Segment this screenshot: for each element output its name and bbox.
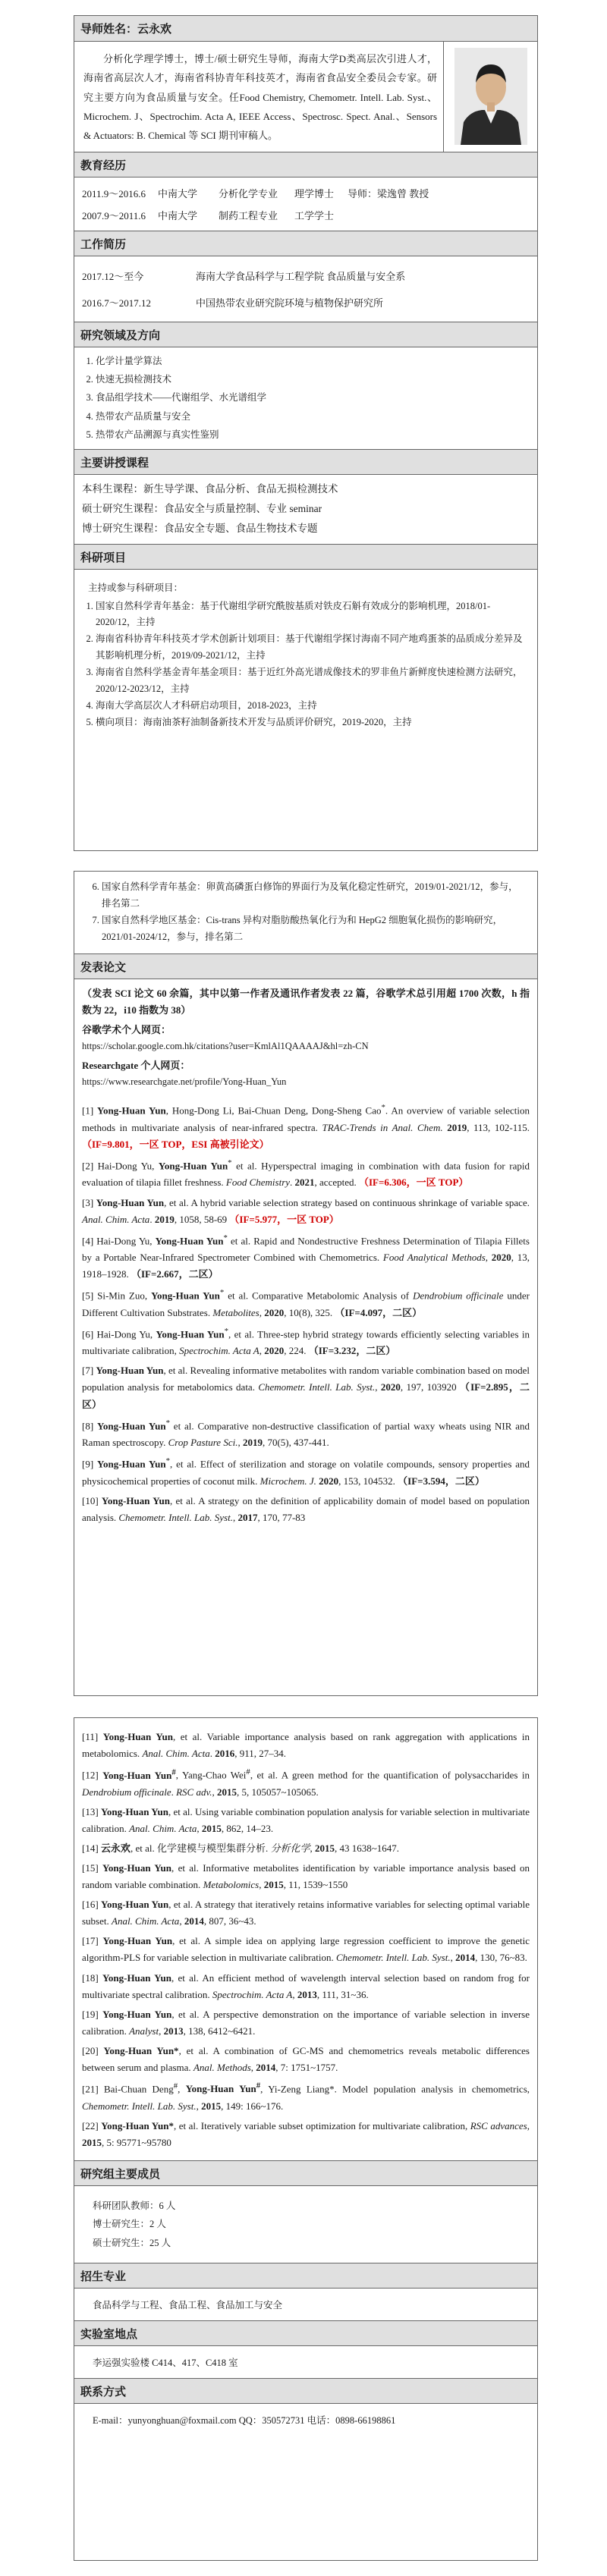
- publications-header: 发表论文: [74, 953, 537, 979]
- list-item: [17] Yong-Huan Yun, et al. A simple idea on applying large regression coefficient to improve the genetic algorithm-PLS for variable selection in multivariate calibration. Chemometr. Intell. Lab. Syst., 2014, 130, 76~83.: [82, 1935, 530, 1964]
- publications-body-cont: [74, 1718, 537, 2160]
- list-item: [19] Yong-Huan Yun, et al. A perspective demonstration on the importance of variable selection in inverse calibration. Analyst, 2013, 138, 6412~6421.: [82, 2008, 530, 2037]
- lab-header: 实验室地点: [74, 2320, 537, 2346]
- portrait-icon: [454, 48, 527, 145]
- list-item: [2] Hai-Dong Yu, Yong-Huan Yun* et al. Hyperspectral imaging in combination with data fusion for rapid evaluation of tilapia fillet freshness. Food Chemistry. 2021, accepted. （IF=6.306，一区 TOP）: [82, 1158, 530, 1189]
- profile-card-part2: [74, 871, 538, 1696]
- researchgate-link[interactable]: https://www.researchgate.net/profile/Yong-Huan_Yun: [82, 1076, 287, 1088]
- list-item: [12] Yong-Huan Yun#, Yang-Chao Wei#, et al. A green method for the quantification of polysaccharides in Dendrobium officinale. RSC adv., 2015, 5, 105057~105065.: [82, 1767, 530, 1798]
- list-item: 5. 热带农产品溯源与真实性鉴别: [96, 426, 537, 444]
- list-item: [16] Yong-Huan Yun, et al. A strategy that iteratively retains informative variables for selecting optimal variable subset. Anal. Chim. Acta, 2014, 807, 36~43.: [82, 1899, 530, 1927]
- projects-intro: 主持或参与科研项目：: [88, 582, 184, 593]
- list-item: 3. 海南省自然科学基金青年基金项目：基于近红外高光谱成像技术的罗非鱼片新鲜度快速检测方法研究，2020/12-2023/12，主持: [96, 664, 527, 698]
- admission-header: 招生专业: [74, 2263, 537, 2289]
- list-item: [6] Hai-Dong Yu, Yong-Huan Yun*, et al. Three-step hybrid strategy towards efficiently selecting variables in multivariate calibration, Spectrochim. Acta A, 2020, 224. （IF=3.232，二区）: [82, 1326, 530, 1357]
- list-item: [9] Yong-Huan Yun*, et al. Effect of sterilization and storage on volatile compounds, sensory properties and physicochemical properties of coconut milk. Microchem. J. 2020, 153, 104532. （IF=3.594，二区）: [82, 1456, 530, 1487]
- course-line: 本科生课程：新生导学课、食品分析、食品无损检测技术: [82, 482, 338, 495]
- publication-summary: （发表 SCI 论文 60 余篇，其中以第一作者及通讯作者发表 22 篇，谷歌学术总引用超 1700 次数，h 指数为 22，i10 指数为 38）: [82, 987, 530, 1016]
- list-item: 4. 海南大学高层次人才科研启动项目，2018-2023，主持: [96, 698, 527, 715]
- education-list: [74, 177, 537, 231]
- education-row: 2007.9～2011.6 中南大学 制药工程专业 工学学士: [82, 209, 335, 221]
- list-item: [14] 云永欢, et al. 化学建模与模型集群分析. 分析化学, 2015, 43 1638~1647.: [82, 1842, 400, 1854]
- list-item: [15] Yong-Huan Yun, et al. Informative metabolites identification by variable importance analysis based on random variable combination. Metabolomics, 2015, 11, 1539~1550: [82, 1861, 530, 1891]
- education-header: 教育经历: [74, 152, 537, 177]
- courses-list: [74, 475, 537, 544]
- contact-text: E-mail：yunyonghuan@foxmail.com QQ：350572731 电话：0898-66198861: [93, 2414, 396, 2426]
- researchgate-label: Researchgate 个人网页：: [82, 1060, 190, 1072]
- list-item: [1] Yong-Huan Yun, Hong-Dong Li, Bai-Chuan Deng, Dong-Sheng Cao*. An overview of variable selection methods in multivariate analysis of near-infrared spectra. TRAC-Trends in Anal. Chem. 2019, 113, 102-115. （IF=9.801，一区 TOP，ESI 高被引论文）: [82, 1103, 530, 1150]
- list-item: [11] Yong-Huan Yun, et al. Variable importance analysis based on rank aggregation with applications in metabolomics. Anal. Chim. Acta. 2016, 911, 27–34.: [82, 1731, 530, 1760]
- list-item: [10] Yong-Huan Yun, et al. A strategy on the definition of applicability domain of model based on population analysis. Chemometr. Intell. Lab. Syst., 2017, 170, 77-83: [82, 1494, 530, 1523]
- work-row: 2016.7～2017.12 中国热带农业研究院环境与植物保护研究所: [82, 297, 384, 309]
- research-header: 研究领域及方向: [74, 322, 537, 347]
- team-list: [74, 2186, 537, 2263]
- profile-card-part1: [74, 15, 538, 851]
- google-scholar-link[interactable]: https://scholar.google.com.hk/citations?user=KmlAl1QAAAAJ&hl=zh-CN: [82, 1040, 369, 1051]
- list-item: 7. 国家自然科学地区基金：Cis-trans 异构对脂肪酸热氧化行为和 HepG2 细胞氧化损伤的影响研究，2021/01-2024/12，参与，排名第二: [102, 913, 527, 946]
- list-item: 科研团队教师：6 人: [93, 2200, 176, 2211]
- projects-list-cont: [74, 872, 537, 953]
- courses-header: 主要讲授课程: [74, 449, 537, 475]
- list-item: 1. 国家自然科学青年基金：基于代谢组学研究酰胺基质对铁皮石斛有效成分的影响机理，2018/01-2020/12，主持: [96, 598, 527, 632]
- list-item: 2. 快速无损检测技术: [96, 370, 537, 388]
- list-item: [4] Hai-Dong Yu, Yong-Huan Yun* et al. Rapid and Nondestructive Freshness Determination of Tilapia Fillets by a Portable Near-Infrared Spectrometer Combined with Chemometrics. Food Analytical Methods, 2020, 13, 1918–1928. （IF=2.667，二区）: [82, 1233, 530, 1280]
- lab-text: 李运强实验楼 C414、417、C418 室: [93, 2357, 238, 2368]
- list-item: 5. 横向项目：海南油茶籽油制备新技术开发与品质评价研究，2019-2020，主持: [96, 715, 527, 731]
- list-item: [3] Yong-Huan Yun, et al. A hybrid variable selection strategy based on continuous shrinkage of variable space. Anal. Chim. Acta. 2019, 1058, 58-69 （IF=5.977，一区 TOP）: [82, 1196, 530, 1225]
- intro-text: 分析化学理学博士，博士/硕士研究生导师，海南大学D类高层次引进人才，海南省高层次人才，海南省科协青年科技英才，海南省食品安全委员会专家。研究主要方向为食品质量与安全。任Food Chemistry, Chemometr. Intell. Lab. Syst.、Microchem. J、Spectrochim. Acta A, IEEE Access、Spectrosc. Spect. Anal.、Sensors & Actuators: B. Chemical 等 SCI 期刊审稿人。: [83, 53, 438, 142]
- projects-list: [74, 598, 537, 731]
- advisor-name-header: 导师姓名：云永欢: [74, 16, 537, 42]
- list-item: [18] Yong-Huan Yun, et al. An efficient method of wavelength interval selection based on random frog for multivariate spectral calibration. Spectrochim. Acta A, 2013, 111, 31~36.: [82, 1971, 530, 2000]
- list-item: 博士研究生：2 人: [93, 2219, 166, 2230]
- list-item: 2. 海南省科协青年科技英才学术创新计划项目：基于代谢组学探讨海南不同产地鸡蛋茶的品质成分差异及其影响机理分析，2019/09-2021/12，主持: [96, 631, 527, 664]
- work-header: 工作简历: [74, 231, 537, 256]
- contact-header: 联系方式: [74, 2378, 537, 2404]
- list-item: 4. 热带农产品质量与安全: [96, 407, 537, 426]
- list-item: [7] Yong-Huan Yun, et al. Revealing informative metabolites with random variable combination based on model population analysis for metabolomics data. Chemometr. Intell. Lab. Syst., 2020, 197, 103920 （IF=2.895，二区）: [82, 1365, 530, 1410]
- list-item: 3. 食品组学技术——代谢组学、水光谱组学: [96, 388, 537, 407]
- team-header: 研究组主要成员: [74, 2160, 537, 2186]
- list-item: [22] Yong-Huan Yun*, et al. Iteratively variable subset optimization for multivariate calibration, RSC advances, 2015, 5: 95771~95780: [82, 2119, 530, 2148]
- portrait-photo: [443, 42, 537, 152]
- education-row: 2011.9～2016.6 中南大学 分析化学专业 理学博士 导师：梁逸曾 教授: [82, 187, 429, 199]
- list-item: [21] Bai-Chuan Deng#, Yong-Huan Yun#, Yi-Zeng Liang*. Model population analysis in chemometrics, Chemometr. Intell. Lab. Syst., 2015, 149: 166~176.: [82, 2081, 530, 2112]
- course-line: 硕士研究生课程：食品安全与质量控制、专业 seminar: [82, 502, 322, 514]
- course-line: 博士研究生课程：食品安全专题、食品生物技术专题: [82, 523, 318, 535]
- work-list: [74, 256, 537, 322]
- list-item: [5] Si-Min Zuo, Yong-Huan Yun* et al. Comparative Metabolomic Analysis of Dendrobium officinale under Different Cultivation Substrates. Metabolites, 2020, 10(8), 325. （IF=4.097，二区）: [82, 1288, 530, 1318]
- admission-text: 食品科学与工程、食品工程、食品加工与安全: [93, 2299, 283, 2311]
- list-item: 6. 国家自然科学青年基金：卵黄高磷蛋白修饰的界面行为及氧化稳定性研究，2019/01-2021/12，参与，排名第二: [102, 879, 527, 913]
- list-item: [20] Yong-Huan Yun*, et al. A combination of GC-MS and chemometrics reveals metabolic differences between serum and plasma. Anal. Methods, 2014, 7: 1751~1757.: [82, 2044, 530, 2074]
- google-label: 谷歌学术个人网页：: [82, 1023, 171, 1035]
- list-item: [8] Yong-Huan Yun* et al. Comparative non-destructive classification of partial waxy wheats using NIR and Raman spectroscopy. Crop Pasture Sci., 2019, 70(5), 437-441.: [82, 1418, 530, 1449]
- list-item: 1. 化学计量学算法: [96, 352, 537, 370]
- intro-section: [74, 42, 537, 152]
- publications-body: [74, 979, 537, 1535]
- work-row: 2017.12～至今 海南大学食品科学与工程学院 食品质量与安全系: [82, 270, 406, 282]
- profile-card-part3: [74, 1717, 538, 2561]
- projects-header: 科研项目: [74, 544, 537, 570]
- list-item: 硕士研究生：25 人: [93, 2237, 171, 2248]
- research-list: [74, 352, 537, 445]
- list-item: [13] Yong-Huan Yun, et al. Using variable combination population analysis for variable selection in multivariate calibration. Anal. Chim. Acta, 2015, 862, 14–23.: [82, 1805, 530, 1834]
